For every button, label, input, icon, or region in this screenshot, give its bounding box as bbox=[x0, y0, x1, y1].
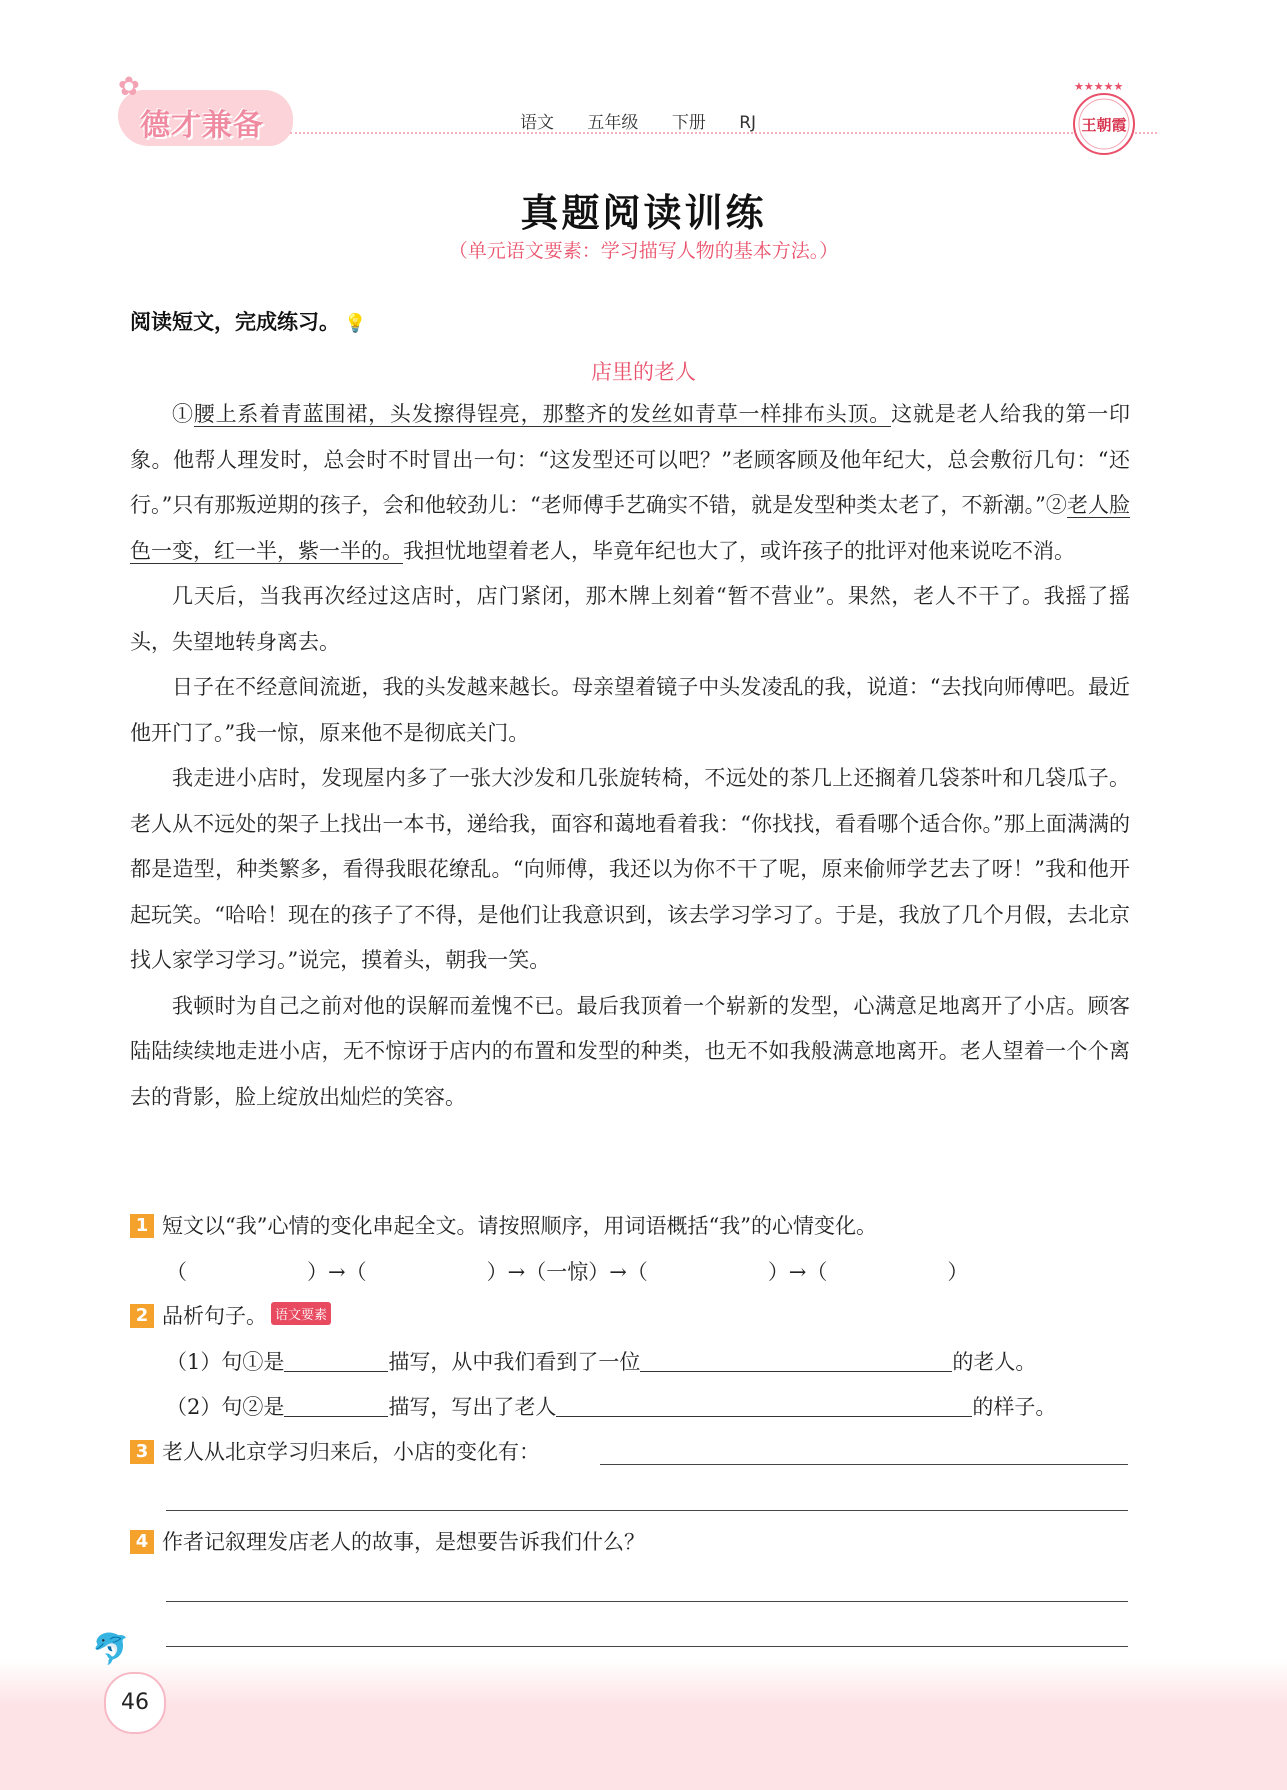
svg-text:★★★★★: ★★★★★ bbox=[1074, 80, 1124, 93]
q2-l1-suffix: 的老人。 bbox=[952, 1350, 1037, 1374]
question-1-number: 1 bbox=[130, 1214, 154, 1238]
paragraph-3: 日子在不经意间流逝，我的头发越来越长。母亲望着镜子中头发凌乱的我，说道：“去找向师傅吧。最近他开门了。”我一惊，原来他不是彻底关门。 bbox=[130, 675, 1130, 745]
book-info bbox=[520, 108, 774, 133]
paragraph-2: 几天后，当我再次经过这店时，店门紧闭，那木牌上刻着“暂不营业”。果然，老人不干了。我摇了摇头，失望地转身离去。 bbox=[130, 584, 1130, 654]
q4-answer-line-1[interactable] bbox=[166, 1601, 1128, 1602]
sentence-1-underlined: 腰上系着青蓝围裙，头发擦得锃亮，那整齐的发丝如青草一样排布头顶。 bbox=[193, 402, 892, 426]
question-2-text: 品析句子。 bbox=[162, 1304, 267, 1328]
instruction bbox=[130, 306, 366, 336]
q2-l1-blank-1[interactable] bbox=[284, 1349, 388, 1372]
question-4-text: 作者记叙理发店老人的故事，是想要告诉我们什么？ bbox=[162, 1530, 645, 1554]
paragraph-1 bbox=[130, 392, 1130, 574]
question-3-number: 3 bbox=[130, 1440, 154, 1464]
story-text bbox=[130, 392, 1130, 1120]
header-divider bbox=[290, 132, 1157, 134]
question-2-line-2 bbox=[166, 1391, 1056, 1421]
edition: RJ bbox=[739, 113, 757, 133]
footer-band bbox=[0, 1660, 1287, 1790]
q3-answer-line-2[interactable] bbox=[166, 1510, 1128, 1511]
q2-l2-blank-1[interactable] bbox=[284, 1394, 388, 1417]
sentence-2-marker: ② bbox=[1045, 493, 1067, 517]
question-2 bbox=[130, 1300, 1130, 1330]
q2-l1-blank-2[interactable] bbox=[640, 1349, 952, 1372]
q1-open: （ bbox=[166, 1260, 187, 1284]
page-number: 46 bbox=[104, 1672, 166, 1734]
q2-l2-middle: 描写，写出了老人 bbox=[388, 1395, 557, 1419]
question-1-answer-row[interactable] bbox=[166, 1256, 968, 1286]
sentence-2-underlined: 老人脸色一变，红一半，紫一半的。 bbox=[130, 493, 1130, 563]
story-title: 店里的老人 bbox=[591, 360, 696, 384]
dolphin-icon: 🐬 bbox=[92, 1632, 130, 1667]
q2-l1-prefix: （1）句①是 bbox=[166, 1350, 285, 1374]
sentence-1-marker: ① bbox=[172, 402, 194, 426]
brand-name: 德才兼备 bbox=[140, 108, 264, 143]
question-2-number: 2 bbox=[130, 1304, 154, 1328]
q4-answer-line-2[interactable] bbox=[166, 1646, 1128, 1647]
paragraph-5: 我顿时为自己之前对他的误解而羞愧不已。最后我顶着一个崭新的发型，心满意足地离开了小店。顾客陆陆续续地走进小店，无不惊讶于店内的布置和发型的种类，也无不如我般满意地离开。老人望着一个个离去的背影，脸上绽放出灿烂的笑容。 bbox=[130, 993, 1130, 1109]
q2-l1-middle: 描写，从中我们看到了一位 bbox=[388, 1350, 641, 1374]
q1-arrow-1: ）→（ bbox=[307, 1260, 367, 1284]
q1-close: ） bbox=[947, 1260, 969, 1284]
q1-arrow-3: ）→（ bbox=[767, 1260, 828, 1284]
question-2-line-1 bbox=[166, 1346, 1036, 1376]
q2-l2-blank-2[interactable] bbox=[556, 1394, 972, 1417]
lightbulb-icon: 💡 bbox=[344, 313, 367, 334]
page-title: 真题阅读训练 bbox=[520, 191, 767, 235]
paragraph-1-tail: 我担忧地望着老人，毕竟年纪也大了，或许孩子的批评对他来说吃不消。 bbox=[403, 538, 1075, 563]
q1-middle: ）→（一惊）→（ bbox=[486, 1260, 648, 1284]
unit-element-note: （单元语文要素：学习描写人物的基本方法。） bbox=[448, 240, 839, 262]
question-4 bbox=[130, 1526, 1130, 1556]
volume: 下册 bbox=[671, 113, 706, 133]
grade: 五年级 bbox=[587, 113, 639, 133]
instruction-text: 阅读短文，完成练习。 bbox=[130, 310, 340, 334]
q2-l2-suffix: 的样子。 bbox=[972, 1395, 1057, 1419]
seal-text: 王朝霞 bbox=[1081, 116, 1127, 134]
language-element-tag: 语文要素 bbox=[271, 1302, 331, 1325]
brand-logo bbox=[118, 72, 293, 150]
question-4-number: 4 bbox=[130, 1530, 154, 1554]
q2-l2-prefix: （2）句②是 bbox=[166, 1395, 285, 1419]
paragraph-1-text: 这就是老人给我的第一印象。他帮人理发时，总会时不时冒出一句：“这发型还可以吧？”老顾客顾及他年纪大，总会敷衍几句：“还行。”只有那叛逆期的孩子，会和他较劲儿：“老师傅手艺确实不错，就是发型种类太老了，不新潮。” bbox=[130, 402, 1131, 517]
palm-tree-icon: ✿ bbox=[118, 72, 140, 102]
question-3-text: 老人从北京学习归来后，小店的变化有： bbox=[162, 1440, 540, 1464]
paragraph-4: 我走进小店时，发现屋内多了一张大沙发和几张旋转椅，不远处的茶几上还搁着几袋茶叶和几袋瓜子。老人从不远处的架子上找出一本书，递给我，面容和蔼地看着我：“你找找，看看哪个适合你。”那上面满满的都是造型，种类繁多，看得我眼花缭乱。“向师傅，我还以为你不干了呢，原来偷师学艺去了呀！”我和他开起玩笑。“哈哈！现在的孩子了不得，是他们让我意识到，该去学习学习了。于是，我放了几个月假，去北京找人家学习学习。”说完，摸着头，朝我一笑。 bbox=[130, 766, 1130, 972]
subject: 语文 bbox=[520, 113, 554, 133]
author-seal-icon bbox=[1068, 78, 1140, 160]
question-1 bbox=[130, 1210, 1130, 1240]
question-1-text: 短文以“我”心情的变化串起全文。请按照顺序，用词语概括“我”的心情变化。 bbox=[162, 1214, 877, 1238]
q3-answer-line-1[interactable] bbox=[600, 1464, 1128, 1465]
question-3 bbox=[130, 1436, 1130, 1466]
